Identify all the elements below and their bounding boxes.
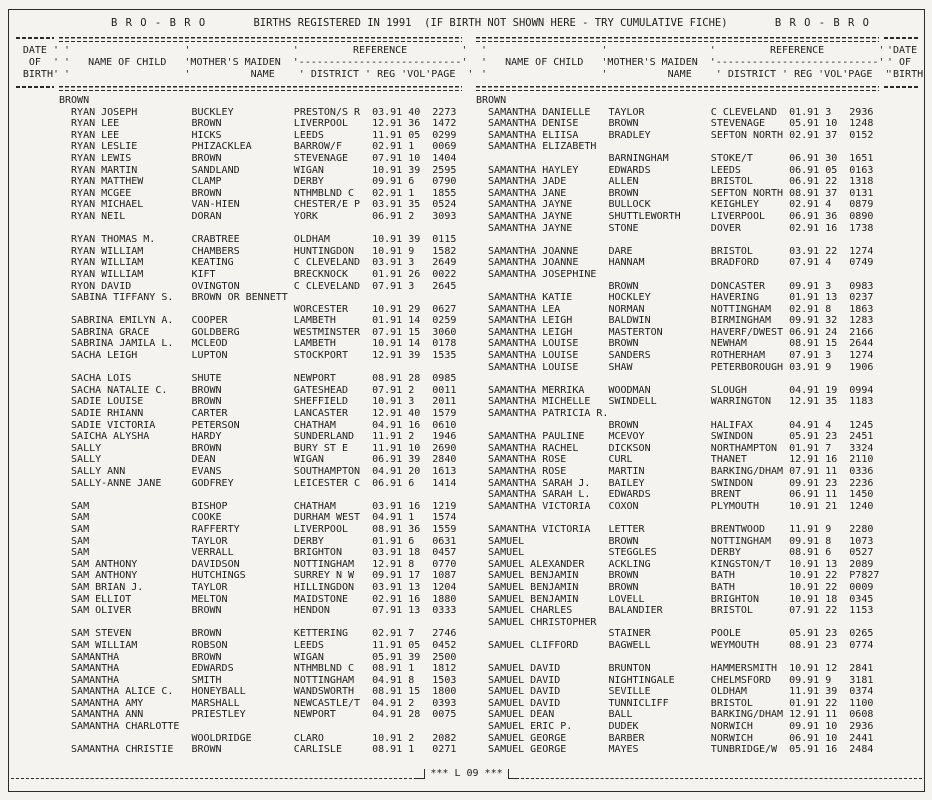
blank-row (476, 234, 879, 246)
table-row: SAMANTHA LOUISE SANDERS ROTHERHAM 07.91 3 1274 (476, 350, 874, 362)
page-border-frame (8, 9, 925, 792)
blank-row (59, 223, 462, 235)
table-row: SAMANTHA JADE ALLEN BRISTOL 06.91 22 1318 (476, 176, 874, 188)
table-row: SADIE RHIANN CARTER LANCASTER 12.91 40 1579 (59, 408, 457, 420)
table-row: SAMANTHA RACHEL DICKSON NORTHAMPTON 01.91 7 3324 (476, 442, 874, 454)
table-row: RYAN THOMAS M. CRABTREE OLDHAM 10.91 39 0115 (59, 234, 457, 246)
range-code-right: B R O - B R O (774, 17, 870, 29)
table-row: SAMANTHA HAYLEY EDWARDS LEEDS 06.91 05 0163 (476, 164, 874, 176)
table-row: SAMANTHA LOUISE BROWN NEWHAM 08.91 15 2644 (476, 338, 874, 350)
column-gap (462, 86, 476, 91)
table-row: SAMUEL DAVID SEVILLE OLDHAM 11.91 39 0374 (476, 686, 874, 698)
table-row: SAMANTHA VICTORIA COXON PLYMOUTH 10.91 21 1240 (476, 500, 874, 512)
separator-right-group (476, 37, 879, 42)
table-row: SAMANTHA ROSE MARTIN BARKING/DHAM 07.91 11 0336 (476, 466, 874, 477)
table-row: BARNINGHAM STOKE/T 06.91 30 1651 (476, 152, 874, 164)
table-row: SAMANTHA DENISE BROWN STEVENAGE 05.91 10 1248 (476, 118, 874, 130)
header-line: ' OF (887, 57, 912, 68)
separator-date-left (11, 37, 59, 42)
table-row: RYAN LEE HICKS LEEDS 11.91 05 0299 (59, 129, 457, 141)
table-row: RYAN LEWIS BROWN STEVENAGE 07.91 10 1404 (59, 152, 457, 164)
blank-row (59, 362, 462, 374)
date-of-birth-gutter-left (11, 95, 59, 756)
table-row: SAM ANTHONY DAVIDSON NOTTINGHAM 12.91 8 0770 (59, 558, 457, 570)
table-row: SAMANTHA JAYNE SHUTTLEWORTH LIVERPOOL 06.91 36 0890 (476, 210, 874, 222)
table-row: SAMUEL GEORGE BARBER NORWICH 06.91 10 2441 (476, 732, 874, 744)
separator-under-header (11, 86, 922, 91)
table-row: WOOLDRIDGE CLARO 10.91 2 2082 (59, 732, 457, 744)
table-row: SAMANTHA MERRIKA WOODMAN SLOUGH 04.91 19 0994 (476, 384, 874, 396)
table-row: SABRINA GRACE GOLDBERG WESTMINSTER 07.91 15 3060 (59, 326, 457, 338)
table-row: SAMANTHA LEA NORMAN NOTTINGHAM 02.91 8 1863 (476, 303, 874, 315)
table-row: SAM COOKE DURHAM WEST 04.91 1 1574 (59, 512, 457, 524)
blank-row (476, 373, 879, 385)
table-row: RYAN WILLIAM KEATING C CLEVELAND 03.91 3 2649 (59, 257, 457, 269)
table-row: SAMUEL ERIC P. DUDEK NORWICH 09.91 10 2936 (476, 721, 874, 733)
table-row: SAM BRIAN J. TAYLOR HILLINGDON 03.91 13 1204 (59, 581, 457, 593)
range-code-left: B R O - B R O (111, 17, 207, 29)
table-row: SAMUEL GEORGE MAYES TUNBRIDGE/W 05.91 16 2484 (476, 744, 874, 756)
table-row: SAMUEL STEGGLES DERBY 08.91 6 0527 (476, 547, 874, 559)
blank-row (476, 512, 879, 524)
left-group-column-headers (64, 45, 474, 81)
table-row: SAM STEVEN BROWN KETTERING 02.91 7 2746 (59, 628, 457, 640)
table-row: SACHA LOIS SHUTE NEWPORT 08.91 28 0985 (59, 373, 457, 385)
table-row: SABRINA JAMILA L. MCLEOD LAMBETH 10.91 14 0178 (59, 338, 457, 350)
table-row: RYAN NEIL DORAN YORK 06.91 2 3093 (59, 210, 457, 222)
page-title: BIRTHS REGISTERED IN 1991 (IF BIRTH NOT SHOWN HERE - TRY CUMULATIVE FICHE) (253, 17, 728, 29)
table-row: SABINA TIFFANY S. BROWN OR BENNETT (59, 292, 433, 304)
table-row: RYAN MARTIN SANDLAND WIGAN 10.91 39 2595 (59, 164, 457, 176)
table-row: SAMANTHA PATRICIA R. (476, 408, 850, 420)
header-line-reference: ' ' ' REFERENCE ' (64, 45, 468, 56)
table-row: SAM ANTHONY HUTCHINGS SURREY N W 09.91 17 1087 (59, 570, 457, 582)
page-header (11, 17, 922, 29)
table-row: SADIE VICTORIA PETERSON CHATHAM 04.91 16 0610 (59, 419, 457, 431)
table-row: SAMANTHA PAULINE MCEVOY SWINDON 05.91 23 2451 (476, 431, 874, 443)
table-row: SAMANTHA SARAH J. BAILEY SWINDON 09.91 23 2236 (476, 477, 874, 489)
table-row: SAMUEL CHARLES BALANDIER BRISTOL 07.91 22 1153 (476, 605, 874, 617)
table-row: SAMANTHA LOUISE SHAW PETERBOROUGH 03.91 9 1906 (476, 361, 874, 373)
table-row: SAM BISHOP CHATHAM 03.91 16 1219 (59, 500, 457, 512)
separator-date-left (11, 86, 59, 91)
table-row: SAMANTHA DANIELLE TAYLOR C CLEVELAND 01.91 3 2936 (476, 106, 874, 118)
table-row: SAMANTHA JANE BROWN SEFTON NORTH 08.91 37 0131 (476, 187, 874, 199)
separator-top (11, 37, 922, 42)
table-row: SAM RAFFERTY LIVERPOOL 08.91 36 1559 (59, 523, 457, 535)
page-footer (11, 768, 922, 779)
table-row: SAMANTHA JOANNE DARE BRISTOL 03.91 22 1274 (476, 245, 874, 257)
surname-group-row: BROWN (59, 95, 90, 106)
table-row: RYAN JOSEPH BUCKLEY PRESTON/S R 03.91 40 2273 (59, 106, 457, 118)
table-row: SAMUEL BROWN NOTTINGHAM 09.91 8 1073 (476, 535, 874, 547)
table-row: SACHA LEIGH LUPTON STOCKPORT 12.91 39 1535 (59, 350, 457, 362)
table-row: STAINER POOLE 05.91 23 0265 (476, 628, 874, 640)
table-row: SAMANTHA JOANNE HANNAM BRADFORD 07.91 4 0749 (476, 257, 874, 269)
table-row: RYAN MCGEE BROWN NTHMBLND C 02.91 1 1855 (59, 187, 457, 199)
table-row: SAMANTHA JAYNE BULLOCK KEIGHLEY 02.91 4 0879 (476, 199, 874, 211)
table-row: SAMANTHA BROWN WIGAN 05.91 39 2500 (59, 651, 457, 663)
table-row: SAMANTHA ELIISA BRADLEY SEFTON NORTH 02.91 37 0152 (476, 129, 874, 141)
table-row: SAICHA ALYSHA HARDY SUNDERLAND 11.91 2 1946 (59, 431, 457, 443)
table-row: SAMANTHA AMY MARSHALL NEWCASTLE/T 04.91 2 0393 (59, 697, 457, 709)
table-row: SAMANTHA EDWARDS NTHMBLND C 08.91 1 1812 (59, 663, 457, 675)
table-row: SALLY BROWN BURY ST E 11.91 10 2690 (59, 442, 457, 454)
column-gap (462, 95, 476, 756)
table-row: SAMANTHA KATIE HOCKLEY HAVERING 01.91 13 0237 (476, 292, 874, 304)
right-register-table (476, 95, 879, 756)
table-row: SAMANTHA LEIGH MASTERTON HAVERF/DWEST 06.91 24 2166 (476, 326, 874, 338)
table-row: SAMUEL DEAN BALL BARKING/DHAM 12.91 11 0608 (476, 709, 874, 721)
separator-left-group (59, 86, 462, 91)
column-gap (467, 45, 481, 81)
footer-rule-left (11, 769, 417, 779)
table-row: SAMANTHA LEIGH BALDWIN BIRMINGHAM 09.91 32 1283 (476, 315, 874, 327)
table-row: RYAN WILLIAM KIFT BRECKNOCK 01.91 26 0022 (59, 268, 457, 280)
column-header-band (11, 45, 922, 81)
table-row: SAM WILLIAM ROBSON LEEDS 11.91 05 0452 (59, 639, 457, 651)
blank-row (59, 489, 462, 501)
header-line: OF ' (22, 57, 59, 68)
right-group-column-headers (481, 45, 891, 81)
date-of-birth-header-right (884, 45, 931, 81)
date-of-birth-gutter-right (879, 95, 923, 756)
header-line-district-reg-vol-page: ' ' NAME ' DISTRICT ' REG 'VOL'PAGE ' (481, 69, 891, 80)
header-line: 'BIRTH (887, 69, 924, 80)
header-line-name-mother: ' NAME OF CHILD 'MOTHER'S MAIDEN '---------------------------' (481, 57, 885, 68)
fiche-frame-label: *** L 09 *** (430, 768, 503, 779)
table-row: SADIE LOUISE BROWN SHEFFIELD 10.91 3 2011 (59, 396, 457, 408)
table-row: SAMUEL BENJAMIN BROWN BATH 10.91 22 P7827 (476, 570, 880, 582)
table-row: SAMANTHA CHRISTIE BROWN CARLISLE 08.91 1 0271 (59, 744, 457, 756)
table-row: RYAN WILLIAM CHAMBERS HUNTINGDON 10.91 9 1582 (59, 245, 457, 257)
table-row: WORCESTER 10.91 29 0627 (59, 303, 457, 315)
header-line-name-mother: ' NAME OF CHILD 'MOTHER'S MAIDEN '---------------------------' (64, 57, 468, 68)
separator-date-right (879, 86, 923, 91)
footer-corner-left (417, 769, 425, 779)
table-row: SAMANTHA JAYNE STONE DOVER 02.91 16 1738 (476, 222, 874, 234)
separator-right-group (476, 86, 879, 91)
table-row: BROWN HALIFAX 04.91 4 1245 (476, 419, 874, 431)
table-row: SAMUEL BENJAMIN BROWN BATH 10.91 22 0009 (476, 581, 874, 593)
table-row: SAMUEL DAVID BRUNTON HAMMERSMITH 10.91 12 2841 (476, 663, 874, 675)
table-row: SAMUEL ALEXANDER ACKLING KINGSTON/T 10.91 13 2089 (476, 558, 874, 570)
blank-row (476, 652, 879, 664)
separator-left-group (59, 37, 462, 42)
table-row: SALLY ANN EVANS SOUTHAMPTON 04.91 20 1613 (59, 466, 457, 477)
register-body (11, 95, 922, 756)
date-of-birth-header-left (11, 45, 64, 81)
header-line: 'DATE (887, 45, 918, 56)
table-row: SAM TAYLOR DERBY 01.91 6 0631 (59, 535, 457, 547)
table-row: BROWN DONCASTER 09.91 3 0983 (476, 280, 874, 292)
header-line-reference: ' ' ' REFERENCE ' (481, 45, 885, 56)
footer-rule-right (516, 769, 922, 779)
table-row: SALLY DEAN WIGAN 06.91 39 2840 (59, 454, 457, 466)
table-row: RYAN LESLIE PHIZACKLEA BARROW/F 02.91 1 0069 (59, 141, 457, 153)
table-row: SABRINA EMILYN A. COOPER LAMBETH 01.91 14 0259 (59, 315, 457, 327)
footer-corner-right (508, 769, 516, 779)
table-row: SAMANTHA ALICE C. HONEYBALL WANDSWORTH 08.91 15 1800 (59, 686, 457, 698)
surname-group-row: BROWN (476, 95, 507, 106)
table-row: SAM VERRALL BRIGHTON 03.91 18 0457 (59, 547, 457, 559)
table-row: SAMANTHA SARAH L. EDWARDS BRENT 06.91 11 1450 (476, 489, 874, 501)
table-row: SAMANTHA ANN PRIESTLEY NEWPORT 04.91 28 0075 (59, 709, 457, 721)
left-register-table (59, 95, 462, 756)
header-line: DATE ' (22, 45, 59, 56)
table-row: RYAN LEE BROWN LIVERPOOL 12.91 36 1472 (59, 118, 457, 130)
table-row: RYON DAVID OVINGTON C CLEVELAND 07.91 3 2645 (59, 280, 457, 292)
table-row: RYAN MICHAEL VAN-HIEN CHESTER/E P 03.91 35 0524 (59, 199, 457, 211)
table-row: SAMANTHA ROSE CURL THANET 12.91 16 2110 (476, 454, 874, 466)
blank-row (59, 617, 462, 629)
header-line-district-reg-vol-page: ' ' NAME ' DISTRICT ' REG 'VOL'PAGE ' (64, 69, 474, 80)
column-gap (462, 37, 476, 42)
table-row: SAMUEL DAVID TUNNICLIFF BRISTOL 01.91 22 1100 (476, 697, 874, 709)
header-line: BIRTH' (22, 69, 59, 80)
table-row: SACHA NATALIE C. BROWN GATESHEAD 07.91 2 0011 (59, 384, 457, 396)
table-row: SAMANTHA ELIZABETH (476, 141, 850, 153)
table-row: SAMUEL DAVID NIGHTINGALE CHELMSFORD 09.91 9 3181 (476, 674, 874, 686)
table-row: SAM ELLIOT MELTON MAIDSTONE 02.91 16 1880 (59, 593, 457, 605)
table-row: SAMUEL CLIFFORD BAGWELL WEYMOUTH 08.91 23 0774 (476, 639, 874, 651)
table-row: SAMANTHA CHARLOTTE (59, 721, 433, 733)
table-row: SAM OLIVER BROWN HENDON 07.91 13 0333 (59, 605, 457, 617)
table-row: SAMANTHA MICHELLE SWINDELL WARRINGTON 12.91 35 1183 (476, 396, 874, 408)
table-row: SAMANTHA JOSEPHINE (476, 268, 850, 280)
table-row: RYAN MATTHEW CLAMP DERBY 09.91 6 0790 (59, 176, 457, 188)
table-row: SAMUEL BENJAMIN LOVELL BRIGHTON 10.91 18 0345 (476, 593, 874, 605)
table-row: SAMUEL CHRISTOPHER (476, 616, 850, 628)
table-row: SAMANTHA SMITH NOTTINGHAM 04.91 8 1503 (59, 674, 457, 686)
separator-date-right (879, 37, 923, 42)
table-row: SAMANTHA VICTORIA LETTER BRENTWOOD 11.91 9 2280 (476, 523, 874, 535)
table-row: SALLY-ANNE JANE GODFREY LEICESTER C 06.91 6 1414 (59, 477, 457, 489)
